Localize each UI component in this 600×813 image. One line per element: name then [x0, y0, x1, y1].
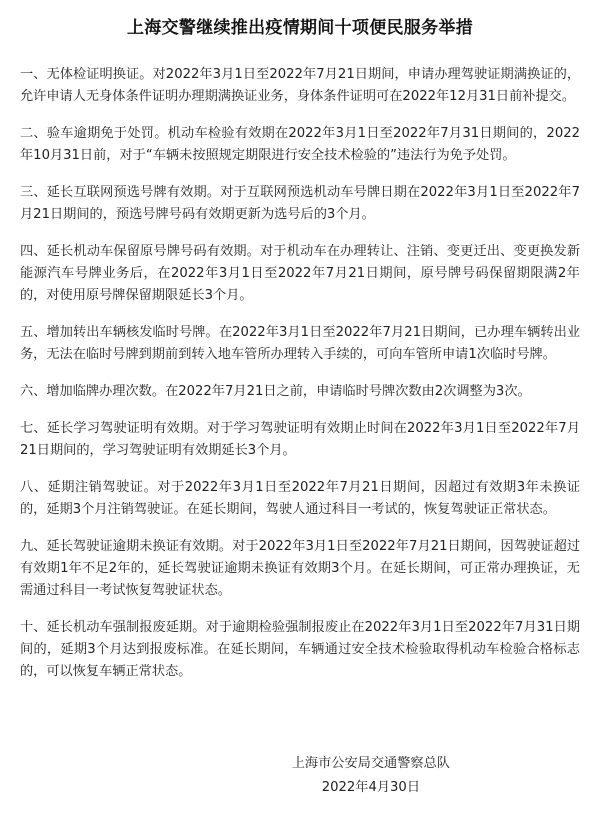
item-number: 七、	[20, 421, 47, 436]
item-heading: 延长学习驾驶证明有效期。	[46, 421, 207, 436]
item-heading: 增加临牌办理次数。	[46, 384, 166, 399]
page-title: 上海交警继续推出疫情期间十项便民服务举措	[127, 18, 473, 38]
item-number: 一、	[20, 67, 47, 82]
item-heading: 延长驾驶证逾期未换证有效期。	[46, 539, 233, 554]
item-heading: 验车逾期免于处罚。	[46, 126, 168, 141]
item-body: 对于学习驾驶证明有效期止时间在2022年3月1日至2022年7月21日期间的，学习驾驶证明有效期延长3个月。	[20, 421, 581, 458]
item-number: 三、	[20, 185, 47, 200]
item-number: 八、	[20, 480, 48, 495]
measure-item-9	[20, 536, 580, 602]
item-heading: 延长机动车强制报废延期。	[46, 620, 206, 635]
measure-item-2	[20, 123, 580, 167]
measures-list	[20, 64, 580, 698]
item-number: 六、	[20, 384, 47, 399]
item-number: 五、	[20, 325, 47, 340]
item-number: 四、	[20, 244, 47, 259]
item-body: 对于2022年3月1日至2022年7月21日期间，因驾驶证超过有效期1年不足2年的，延长驾驶证逾期未换证有效期3个月。在延长期间，可正常办理换证，无需通过科目一考试恢复驾驶证状态。	[20, 539, 581, 598]
measure-item-1	[20, 64, 580, 108]
item-heading: 延长机动车保留原号牌号码有效期。	[46, 244, 261, 259]
measure-item-6	[20, 381, 580, 403]
measure-item-3	[20, 182, 580, 226]
item-number: 二、	[20, 126, 47, 141]
item-heading: 延长互联网预选号牌有效期。	[46, 185, 221, 200]
measure-item-10	[20, 617, 580, 683]
item-body: 对2022年3月1日至2022年7月21日期间，申请办理驾驶证期满换证的，允许申请人无身体条件证明办理期满换证业务，身体条件证明可在2022年12月31日前补提交。	[20, 67, 581, 104]
item-heading: 增加转出车辆核发临时号牌。	[46, 325, 219, 340]
measure-item-5	[20, 322, 580, 366]
item-body: 对于机动车在办理转让、注销、变更迁出、变更换发新能源汽车号牌业务后，在2022年3月1日至2022年7月21日期间，原号牌号码保留期限满2年的，对使用原号牌保留期限延长3个月。	[20, 244, 581, 303]
item-heading: 无体检证明换证。	[46, 67, 153, 82]
item-body: 在2022年3月1日至2022年7月21日期间，已办理车辆转出业务，无法在临时号牌到期前到转入地车管所办理转入手续的，可向车管所申请1次临时号牌。	[20, 325, 581, 362]
item-body: 对于2022年3月1日至2022年7月21日期间，因超过有效期3年未换证的，延期3个月注销驾驶证。在延长期间，驾驶人通过科目一考试的，恢复驾驶证正常状态。	[20, 480, 581, 517]
item-body: 对于互联网预选机动车号牌日期在2022年3月1日至2022年7月21日期间的，预选号牌号码有效期更新为选号后的3个月。	[20, 185, 581, 222]
measure-item-7	[20, 418, 580, 462]
item-heading: 延期注销驾驶证。	[47, 480, 158, 495]
measure-item-4	[20, 241, 580, 307]
measure-item-8	[20, 477, 580, 521]
item-number: 十、	[20, 620, 47, 635]
signature-block	[292, 752, 450, 800]
item-body: 对于逾期检验强制报废止在2022年3月1日至2022年7月31日期间的，延期3个月达到报废标准。在延长期间，车辆通过安全技术检验取得机动车检验合格标志的，可以恢复车辆正常状态。	[20, 620, 581, 679]
issue-date: 2022年4月30日	[321, 780, 421, 795]
issuer-name: 上海市公安局交通警察总队	[291, 756, 450, 771]
item-body: 机动车检验有效期在2022年3月1日至2022年7月31日期间的，2022年10月31日前，对于“车辆未按照规定期限进行安全技术检验的”违法行为免予处罚。	[20, 126, 580, 163]
item-number: 九、	[20, 539, 47, 554]
item-body: 在2022年7月21日之前，申请临时号牌次数由2次调整为3次。	[165, 384, 531, 399]
